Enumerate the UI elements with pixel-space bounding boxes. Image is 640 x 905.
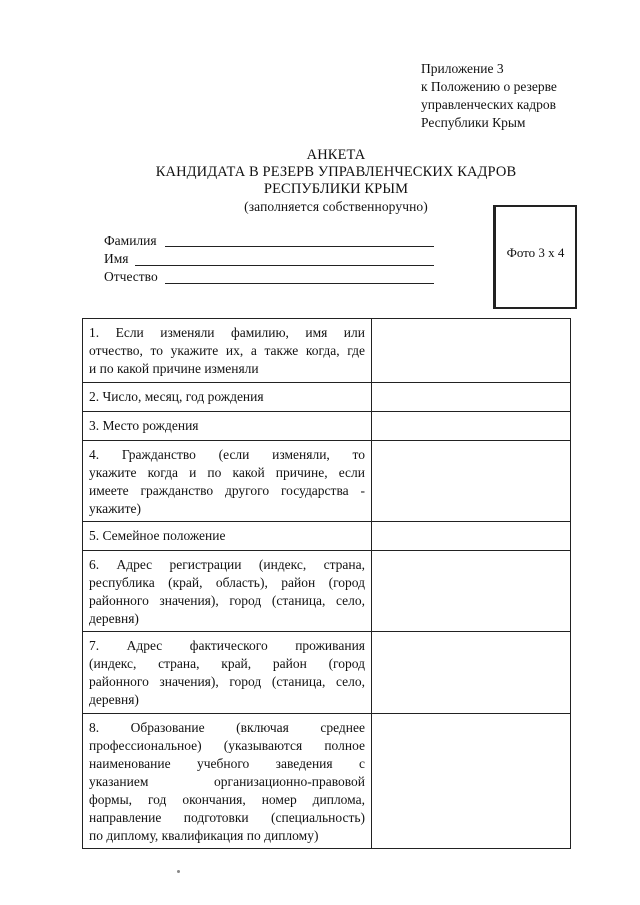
table-row [83,714,571,849]
question-text: по диплому, квалификация по диплому) [89,828,319,843]
question-text: районного значения), город (станица, село, [89,674,365,689]
name-label: Имя [104,251,129,266]
question-text: 1. Если изменяли фамилию, имя или [89,325,365,340]
answer-cell[interactable] [372,551,571,632]
question-cell [83,522,372,551]
question-text: направление подготовки (специальность) [89,810,365,825]
question-cell [83,412,372,441]
patronymic-field [104,269,158,285]
name-input[interactable] [135,265,434,266]
photo-label: Фото 3 х 4 [506,245,565,260]
appendix-line: управленческих кадров [421,97,556,112]
question-text: укажите когда и по какой причине, если [89,465,365,480]
appendix-line: Республики Крым [421,115,526,130]
table-row [83,383,571,412]
question-text: отчество, то укажите их, а также когда, где [89,343,365,358]
appendix-line: к Положению о резерве [421,79,557,94]
table-row [83,551,571,632]
question-cell [83,551,372,632]
table-row [83,441,571,522]
patronymic-label: Отчество [104,269,158,284]
question-text: 2. Число, месяц, год рождения [89,389,264,404]
name-field [104,251,129,267]
answer-cell[interactable] [372,441,571,522]
question-text: 5. Семейное положение [89,528,226,543]
questionnaire-table [82,318,571,849]
title-line: РЕСПУБЛИКИ КРЫМ [263,181,409,197]
title-line: АНКЕТА [306,147,366,163]
question-text: районного значения), город (станица, село, [89,593,365,608]
question-text: профессиональное) (указываются полное [89,738,365,753]
answer-cell[interactable] [372,319,571,383]
title-note: (заполняется собственноручно) [244,199,428,214]
table-row [83,522,571,551]
question-cell [83,632,372,714]
answer-cell[interactable] [372,714,571,849]
table-row [83,632,571,714]
question-text: указанием организационно-правовой [89,774,365,789]
question-text: имеете гражданство другого государства - [89,483,365,498]
surname-input[interactable] [165,246,434,247]
question-text: укажите) [89,501,142,516]
table-row [83,412,571,441]
question-cell [83,441,372,522]
question-text: 7. Адрес фактического проживания [89,638,365,653]
question-cell [83,319,372,383]
table-row [83,319,571,383]
question-text: и по какой причине изменяли [89,361,259,376]
question-text: республика (край, область), район (город [89,575,365,590]
question-text: 8. Образование (включая среднее [89,720,365,735]
question-text: (индекс, страна, край, район (город [89,656,365,671]
question-text: формы, год окончания, номер диплома, [89,792,365,807]
question-text: 4. Гражданство (если изменяли, то [89,447,365,462]
question-text: деревня) [89,611,139,626]
photo-box [493,205,577,309]
question-cell [83,714,372,849]
scan-dot [177,870,180,873]
question-text: 3. Место рождения [89,418,199,433]
question-text: 6. Адрес регистрации (индекс, страна, [89,557,365,572]
title-line: КАНДИДАТА В РЕЗЕРВ УПРАВЛЕНЧЕСКИХ КАДРОВ [155,164,517,180]
question-cell [83,383,372,412]
appendix-line: Приложение 3 [421,61,504,76]
patronymic-input[interactable] [165,283,434,284]
surname-field [104,233,157,249]
answer-cell[interactable] [372,412,571,441]
surname-label: Фамилия [104,233,157,248]
question-text: деревня) [89,692,139,707]
answer-cell[interactable] [372,383,571,412]
answer-cell[interactable] [372,522,571,551]
question-text: наименование учебного заведения с [89,756,365,771]
answer-cell[interactable] [372,632,571,714]
appendix-header [421,60,557,132]
